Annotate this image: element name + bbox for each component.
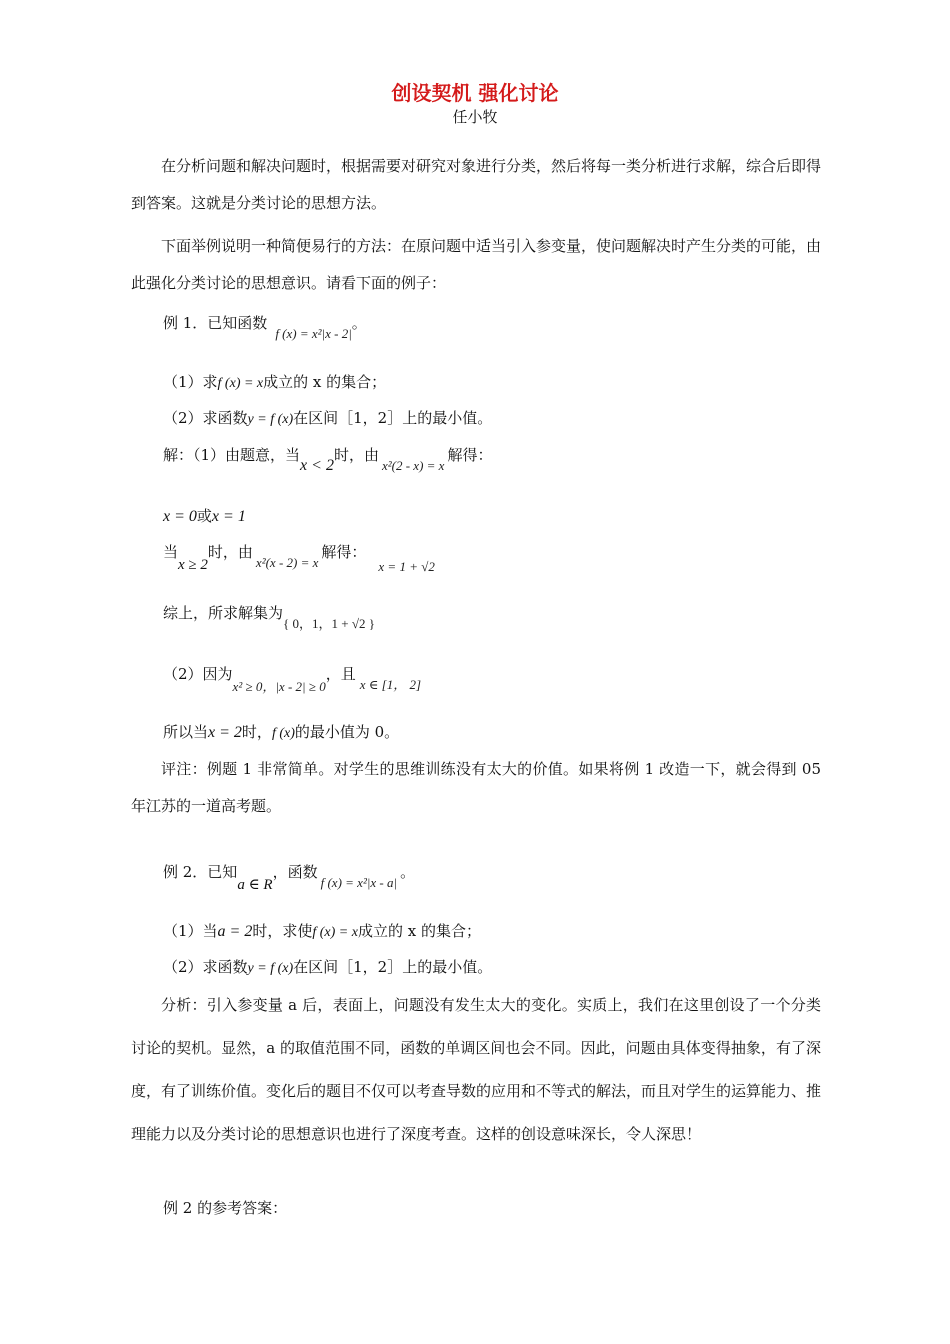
ex1-heading-text: 例 1．已知函数 — [163, 314, 268, 332]
ex1-solution-line — [163, 445, 493, 474]
ex1-comment: 评注：例题 1 非常简单。对学生的思维训练没有太大的价值。如果将例 1 改造一下，就会得到 05 年江苏的一道高考题。 — [131, 760, 821, 815]
ex1-part2-text-a: （2）因为 — [163, 665, 233, 683]
ex1-concl-text-a: 所以当 — [163, 723, 209, 741]
ex1-heading — [163, 313, 367, 341]
ex1-q2-suffix: 在区间［1，2］上的最小值。 — [293, 409, 493, 427]
ex1-case2-text-a: 当 — [163, 543, 179, 561]
ex1-case2-math-3: x = 1 + √2 — [378, 559, 435, 574]
ex1-sol-math-2: x²(2 - x) = x — [381, 458, 445, 473]
ex1-part2-math-2: x ∈ [1， 2] — [359, 677, 422, 692]
ex1-concl-math-2: f (x) — [271, 726, 295, 741]
ex1-sol-text-a: 解：（1）由题意，当 — [163, 446, 301, 464]
ex1-concl-text-b: 时， — [241, 723, 272, 741]
ex1-summary-text: 综上，所求解集为 — [163, 604, 284, 622]
ex2-q1-math-2: f (x) = x — [312, 925, 358, 940]
ex1-root-2: x = 1 — [211, 508, 246, 525]
ex1-sol-text-b: 时，由 — [333, 446, 379, 464]
ex1-q2-math: y = f (x) — [247, 412, 294, 427]
doc-author: 任小牧 — [452, 108, 498, 126]
ex1-q2-prefix: （2）求函数 — [163, 409, 248, 427]
ex1-case2-math-1: x ≥ 2 — [178, 557, 208, 573]
ex2-q2-math: y = f (x) — [247, 961, 294, 976]
ex1-concl-math-1: x = 2 — [208, 724, 242, 741]
ex2-question-1 — [163, 921, 481, 943]
ex1-part-2 — [163, 664, 422, 694]
ex2-analysis: 分析：引入参变量 a 后，表面上，问题没有发生太大的变化。实质上，我们在这里创设了一个分类讨论的契机。显然，a 的取值范围不同，函数的单调区间也会不同。因此，问题由具体变得抽象，有了深度，有了训练价值。变化后的题目不仅可以考查导数的应用和不等式的解法，而且对学生的运算能力、推理能力以及分类讨论的思想意识也进行了深度考查。这样的创设意味深长，令人深思！ — [131, 996, 822, 1143]
ex2-heading-math-1: a ∈ R — [237, 877, 273, 893]
ex2-q1-text-a: （1）当 — [163, 922, 218, 940]
ex1-root-1: x = 0 — [163, 508, 197, 525]
ex2-heading-end: 。 — [400, 863, 416, 881]
ex2-q1-text-c: 成立的 x 的集合； — [357, 922, 481, 940]
ex1-q1-math: f (x) = x — [217, 376, 264, 391]
ex1-case2-text-b: 时，由 — [207, 543, 253, 561]
ex1-part2-text-b: ，且 — [325, 665, 356, 683]
ex1-case-2 — [163, 542, 435, 574]
ex2-reference-answer: 例 2 的参考答案： — [163, 1199, 288, 1217]
ex2-q2-suffix: 在区间［1，2］上的最小值。 — [293, 958, 493, 976]
ex2-q2-prefix: （2）求函数 — [163, 958, 248, 976]
ex1-part-2-conclusion — [163, 722, 399, 744]
ex1-heading-end: 。 — [351, 314, 367, 332]
ex1-question-2 — [163, 408, 492, 430]
ex1-case2-math-2: x²(x - 2) = x — [255, 555, 319, 570]
ex1-sol-text-c: 解得： — [447, 446, 493, 464]
intro-paragraph-1: 在分析问题和解决问题时，根据需要对研究对象进行分类，然后将每一类分析进行求解，综合后即得到答案。这就是分类讨论的思想方法。 — [131, 157, 822, 212]
ex2-function: f (x) = x²|x - a| — [320, 875, 398, 890]
ex1-function: f (x) = x²|x - 2| — [275, 326, 352, 341]
ex2-heading — [163, 862, 416, 893]
ex1-concl-text-c: 的最小值为 0。 — [294, 723, 400, 741]
ex1-q1-prefix: （1）求 — [163, 373, 218, 391]
ex1-roots — [163, 506, 246, 527]
ex1-summary-set: { 0，1，1 + √2 } — [283, 616, 375, 631]
ex1-summary — [163, 603, 375, 631]
ex2-heading-text: 例 2．已知 — [163, 863, 238, 881]
ex1-case2-text-c: 解得： — [321, 543, 367, 561]
ex1-q1-suffix: 成立的 x 的集合； — [263, 373, 387, 391]
doc-title: 创设契机 强化讨论 — [391, 81, 559, 105]
ex1-part2-math-1: x² ≥ 0，|x - 2| ≥ 0 — [232, 679, 326, 694]
ex1-question-1 — [163, 372, 386, 394]
ex2-question-2 — [163, 957, 492, 979]
ex2-heading-mid: ，函数 — [272, 863, 318, 881]
ex2-q1-math-1: a = 2 — [217, 923, 253, 940]
ex1-sol-math-1: x < 2 — [300, 457, 334, 474]
intro-paragraph-2: 下面举例说明一种简便易行的方法：在原问题中适当引入参变量，使问题解决时产生分类的可能，由此强化分类讨论的思想意识。请看下面的例子： — [131, 237, 822, 292]
ex2-q1-text-b: 时，求使 — [252, 922, 313, 940]
ex1-root-or: 或 — [196, 507, 212, 525]
